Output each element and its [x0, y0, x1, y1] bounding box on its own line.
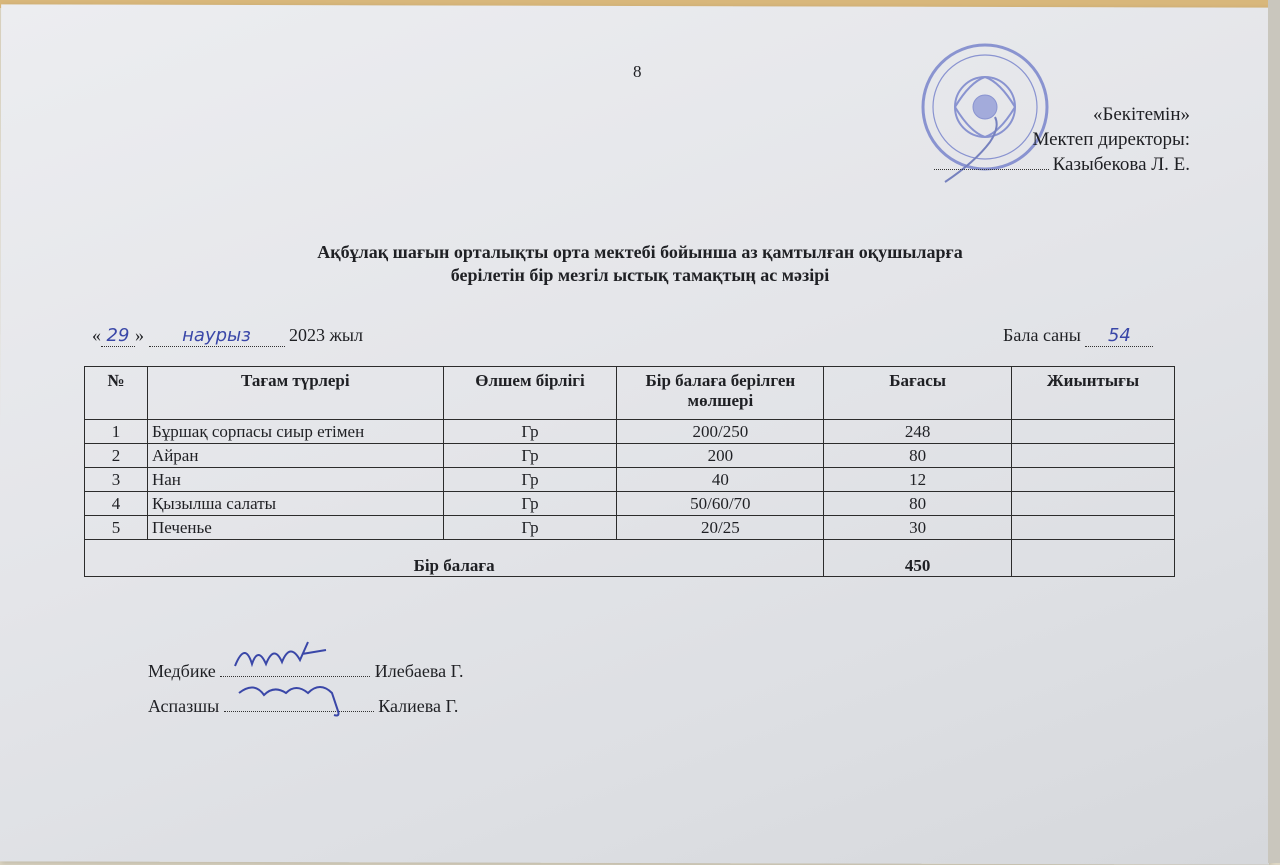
row-number: 5	[85, 516, 148, 540]
table-row	[85, 444, 1175, 468]
header-price: Бағасы	[824, 367, 1012, 420]
row-unit: Гр	[443, 420, 617, 444]
row-unit: Гр	[443, 492, 617, 516]
row-price: 80	[824, 492, 1012, 516]
signer-name: Калиева Г.	[378, 696, 459, 716]
row-number: 1	[85, 420, 148, 444]
background-edge	[1268, 0, 1280, 863]
row-dish: Бұршақ сорпасы сиыр етімен	[147, 420, 443, 444]
date-open-quote: «	[92, 325, 101, 345]
signer-role: Аспазшы	[148, 696, 220, 716]
table-row	[85, 468, 1175, 492]
row-total	[1012, 420, 1175, 444]
page-number: 8	[633, 62, 642, 81]
director-name: Казыбекова Л. Е.	[1052, 154, 1190, 175]
approval-heading: «Бекітемін»	[1092, 104, 1190, 125]
row-unit: Гр	[443, 468, 617, 492]
director-signature-field	[934, 169, 1049, 170]
row-unit: Гр	[443, 444, 617, 468]
children-count-row	[1003, 325, 1153, 347]
row-total	[1012, 492, 1175, 516]
row-total	[1012, 468, 1175, 492]
row-dish: Нан	[147, 468, 443, 492]
signer-name: Илебаева Г.	[374, 661, 464, 681]
row-portion: 20/25	[617, 516, 824, 540]
table-header-row	[85, 367, 1175, 420]
date-day: 29	[101, 325, 135, 347]
row-dish: Қызылша салаты	[147, 492, 443, 516]
row-portion: 200/250	[617, 420, 824, 444]
total-price: 450	[824, 540, 1012, 577]
date-row	[92, 325, 363, 347]
row-portion: 50/60/70	[617, 492, 824, 516]
total-label: Бір балаға	[85, 540, 824, 577]
row-total	[1012, 444, 1175, 468]
children-count-label: Бала саны	[1003, 325, 1081, 345]
row-unit: Гр	[443, 516, 617, 540]
handwritten-signature	[230, 636, 350, 676]
row-number: 2	[85, 444, 148, 468]
row-dish: Печенье	[147, 516, 443, 540]
total-sum	[1012, 540, 1175, 577]
table-row	[85, 492, 1175, 516]
document-title-line2: берілетін бір мезгіл ыстық тамақтың ас мәзірі	[450, 265, 830, 285]
table-row	[85, 420, 1175, 444]
date-year: 2023 жыл	[289, 325, 364, 345]
table-total-row	[85, 540, 1175, 577]
header-total: Жиынтығы	[1012, 367, 1175, 420]
row-price: 80	[824, 444, 1012, 468]
row-price: 30	[824, 516, 1012, 540]
menu-table	[84, 366, 1175, 577]
date-month: наурыз	[149, 325, 285, 347]
row-portion: 200	[617, 444, 824, 468]
row-number: 4	[85, 492, 148, 516]
children-count-value: 54	[1085, 325, 1153, 347]
header-dish-types: Тағам түрлері	[147, 367, 443, 420]
document-title-line1: Ақбұлақ шағын орталықты орта мектебі бойынша аз қамтылған оқушыларға	[317, 242, 963, 262]
header-unit: Өлшем бірлігі	[443, 367, 617, 420]
row-total	[1012, 516, 1175, 540]
row-price: 12	[824, 468, 1012, 492]
signer-role: Медбике	[148, 661, 216, 681]
table-row	[85, 516, 1175, 540]
handwritten-signature	[234, 671, 364, 721]
header-portion: Бір балаға берілген мөлшері	[617, 367, 824, 420]
row-portion: 40	[617, 468, 824, 492]
header-number: №	[85, 367, 148, 420]
cook-signature-field	[224, 693, 374, 712]
approval-block	[934, 102, 1190, 177]
date-close-quote: »	[135, 325, 144, 345]
approval-signature-line	[934, 152, 1190, 177]
row-price: 248	[824, 420, 1012, 444]
row-number: 3	[85, 468, 148, 492]
signer-cook	[148, 693, 458, 717]
row-dish: Айран	[147, 444, 443, 468]
approval-position: Мектеп директоры:	[1032, 129, 1190, 150]
